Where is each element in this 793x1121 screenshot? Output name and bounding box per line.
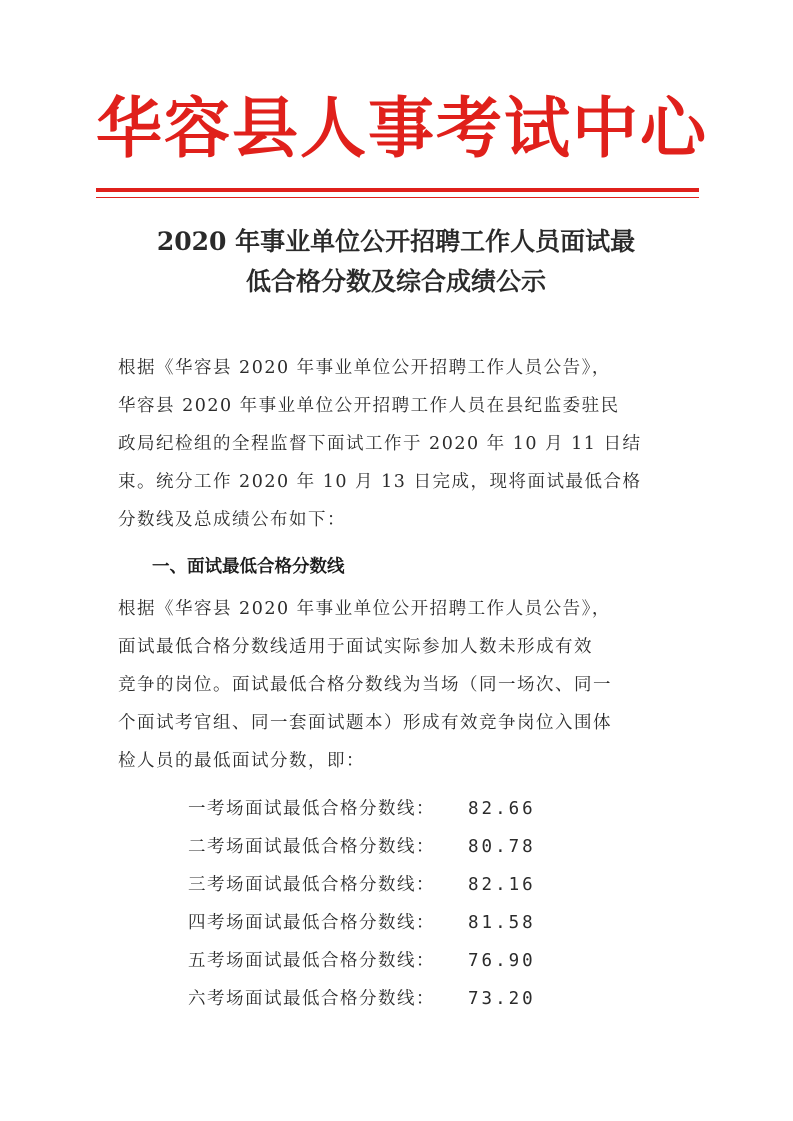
score-row <box>188 980 536 1018</box>
intro-line: 华容县 2020 年事业单位公开招聘工作人员在县纪监委驻民 <box>118 396 620 416</box>
rule-line: 根据《华容县 2020 年事业单位公开招聘工作人员公告》， <box>118 599 611 619</box>
score-label: 五考场面试最低合格分数线： <box>188 951 435 971</box>
score-value: 76.90 <box>468 951 536 971</box>
rule-line: 面试最低合格分数线适用于面试实际参加人数未形成有效 <box>118 637 593 657</box>
masthead-title: 华容县人事考试中心 <box>96 89 708 167</box>
intro-paragraph <box>118 349 678 539</box>
intro-line: 根据《华容县 2020 年事业单位公开招聘工作人员公告》， <box>118 358 611 378</box>
score-row <box>188 828 536 866</box>
score-row <box>188 904 536 942</box>
masthead-rule-thin <box>96 197 699 198</box>
masthead-rule-thick <box>96 188 699 192</box>
section-heading: 一、面试最低合格分数线 <box>152 557 345 577</box>
score-row <box>188 790 536 828</box>
intro-line: 政局纪检组的全程监督下面试工作于 2020 年 10 月 11 日结 <box>118 434 642 454</box>
score-label: 四考场面试最低合格分数线： <box>188 913 435 933</box>
score-value: 73.20 <box>468 989 536 1009</box>
score-value: 80.78 <box>468 837 536 857</box>
score-value: 82.16 <box>468 875 536 895</box>
intro-line: 束。统分工作 2020 年 10 月 13 日完成，现将面试最低合格 <box>118 472 642 492</box>
score-label: 六考场面试最低合格分数线： <box>188 989 435 1009</box>
intro-line: 分数线及总成绩公布如下： <box>118 510 346 530</box>
score-row <box>188 942 536 980</box>
score-label: 二考场面试最低合格分数线： <box>188 837 435 857</box>
score-label: 一考场面试最低合格分数线： <box>188 799 435 819</box>
score-row <box>188 866 536 904</box>
rule-line: 检人员的最低面试分数，即： <box>118 751 365 771</box>
document-title-line-2: 低合格分数及综合成绩公示 <box>245 267 546 296</box>
score-label: 三考场面试最低合格分数线： <box>188 875 435 895</box>
document-title-line-1: 2020 年事业单位公开招聘工作人员面试最 <box>156 227 636 256</box>
score-value: 82.66 <box>468 799 536 819</box>
score-value: 81.58 <box>468 913 536 933</box>
rule-line: 竞争的岗位。面试最低合格分数线为当场（同一场次、同一 <box>118 675 612 695</box>
score-list <box>188 790 536 1018</box>
rule-paragraph <box>118 590 678 780</box>
rule-line: 个面试考官组、同一套面试题本）形成有效竞争岗位入围体 <box>118 713 612 733</box>
